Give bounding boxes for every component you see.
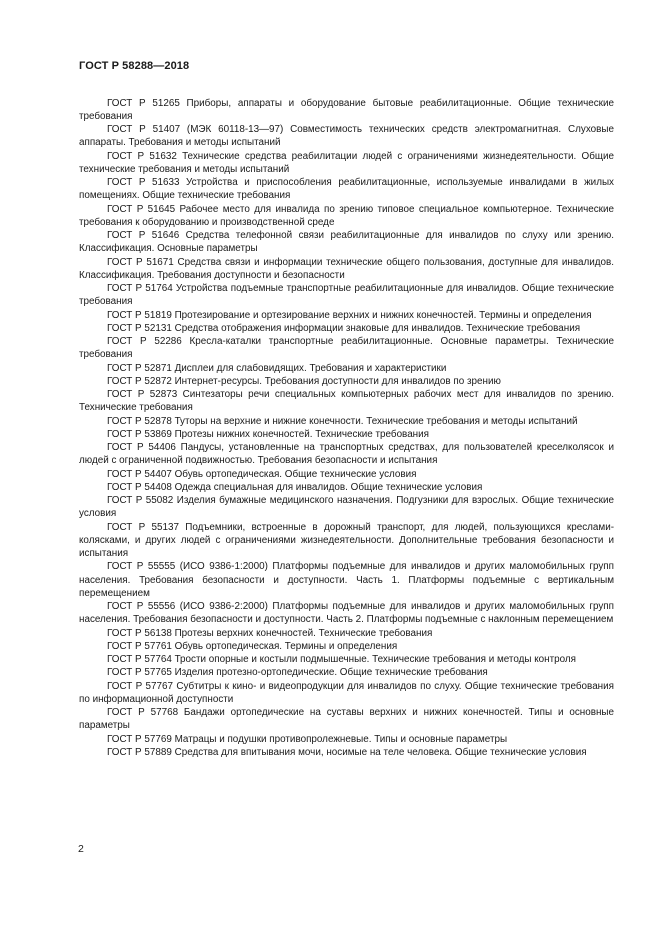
standard-reference: ГОСТ Р 51645 Рабочее место для инвалида по зрению типовое специальное компьютерное. Технические требования к оборудованию и производственной среде bbox=[79, 203, 614, 228]
standard-reference: ГОСТ Р 54406 Пандусы, установленные на транспортных средствах, для пользователей креселколясок и людей с ограниченной подвижностью. Требования безопасности и испытания bbox=[79, 442, 614, 467]
standard-reference: ГОСТ Р 51632 Технические средства реабилитации людей с ограничениями жизнедеятельности. Общие технические требования и методы испытаний bbox=[79, 150, 614, 175]
page-number: 2 bbox=[78, 843, 84, 855]
standard-reference: ГОСТ Р 57889 Средства для впитывания мочи, носимые на теле человека. Общие технические условия bbox=[107, 746, 587, 758]
normative-references-list bbox=[79, 97, 614, 760]
standard-reference: ГОСТ Р 52871 Дисплеи для слабовидящих. Требования и характеристики bbox=[107, 362, 447, 374]
standard-reference: ГОСТ Р 57768 Бандажи ортопедические на суставы верхних и нижних конечностей. Типы и основные параметры bbox=[79, 707, 614, 732]
standard-reference: ГОСТ Р 51819 Протезирование и ортезирование верхних и нижних конечностей. Термины и определения bbox=[107, 309, 592, 321]
standard-reference: ГОСТ Р 51646 Средства телефонной связи реабилитационные для инвалидов по слуху или зрению. Классификация. Основные параметры bbox=[79, 230, 614, 255]
standard-reference: ГОСТ Р 52873 Синтезаторы речи специальных компьютерных рабочих мест для инвалидов по зрению. Технические требования bbox=[79, 389, 614, 414]
standard-reference: ГОСТ Р 52286 Кресла-каталки транспортные реабилитационные. Основные параметры. Технические требования bbox=[79, 336, 614, 361]
standard-reference: ГОСТ Р 51671 Средства связи и информации технические общего пользования, доступные для инвалидов. Классификация. Требования доступности и безопасности bbox=[79, 256, 614, 281]
standard-reference: ГОСТ Р 55555 (ИСО 9386-1:2000) Платформы подъемные для инвалидов и других маломобильных групп населения. Требования безопасности и доступности. Часть 1. Платформы подъемные с вертикальным перемещением bbox=[79, 561, 614, 599]
standard-reference: ГОСТ Р 55137 Подъемники, встроенные в дорожный транспорт, для людей, пользующихся креслами-колясками, и других людей с ограничениями жизнедеятельности. Дополнительные требования безопасности и испытания bbox=[79, 521, 614, 559]
standard-reference: ГОСТ Р 51407 (МЭК 60118-13—97) Совместимость технических средств электромагнитная. Слуховые аппараты. Требования и методы испытаний bbox=[79, 124, 614, 149]
standard-reference: ГОСТ Р 57767 Субтитры к кино- и видеопродукции для инвалидов по слуху. Общие технические требования по информационной доступности bbox=[79, 680, 614, 705]
standard-reference: ГОСТ Р 54407 Обувь ортопедическая. Общие технические условия bbox=[107, 468, 417, 480]
standard-reference: ГОСТ Р 52872 Интернет-ресурсы. Требования доступности для инвалидов по зрению bbox=[107, 375, 501, 387]
standard-reference: ГОСТ Р 55556 (ИСО 9386-2:2000) Платформы подъемные для инвалидов и других маломобильных групп населения. Требования безопасности и доступности. Часть 2. Платформы подъемные с наклонным перемещением bbox=[79, 601, 614, 626]
standard-reference: ГОСТ Р 57761 Обувь ортопедическая. Термины и определения bbox=[107, 640, 398, 652]
standard-reference: ГОСТ Р 53869 Протезы нижних конечностей. Технические требования bbox=[107, 428, 429, 440]
standard-reference: ГОСТ Р 51633 Устройства и приспособления реабилитационные, используемые инвалидами в жилых помещениях. Общие технические требования bbox=[79, 177, 614, 202]
standard-reference: ГОСТ Р 52131 Средства отображения информации знаковые для инвалидов. Технические требования bbox=[107, 322, 581, 334]
standard-reference: ГОСТ Р 56138 Протезы верхних конечностей. Технические требования bbox=[107, 627, 433, 639]
standard-reference: ГОСТ Р 51764 Устройства подъемные транспортные реабилитационные для инвалидов. Общие технические требования bbox=[79, 283, 614, 308]
standard-reference: ГОСТ Р 57765 Изделия протезно-ортопедические. Общие технические требования bbox=[107, 667, 488, 679]
standard-reference: ГОСТ Р 54408 Одежда специальная для инвалидов. Общие технические условия bbox=[107, 481, 483, 493]
standard-reference: ГОСТ Р 57769 Матрацы и подушки противопролежневые. Типы и основные параметры bbox=[107, 733, 508, 745]
standard-reference: ГОСТ Р 52878 Туторы на верхние и нижние конечности. Технические требования и методы испытаний bbox=[107, 415, 578, 427]
document-code-header: ГОСТ Р 58288—2018 bbox=[79, 60, 190, 72]
standard-reference: ГОСТ Р 57764 Трости опорные и костыли подмышечные. Технические требования и методы контроля bbox=[107, 654, 576, 665]
standard-reference: ГОСТ Р 51265 Приборы, аппараты и оборудование бытовые реабилитационные. Общие технические требования bbox=[79, 97, 614, 122]
standard-reference: ГОСТ Р 55082 Изделия бумажные медицинского назначения. Подгузники для взрослых. Общие технические условия bbox=[79, 495, 614, 520]
